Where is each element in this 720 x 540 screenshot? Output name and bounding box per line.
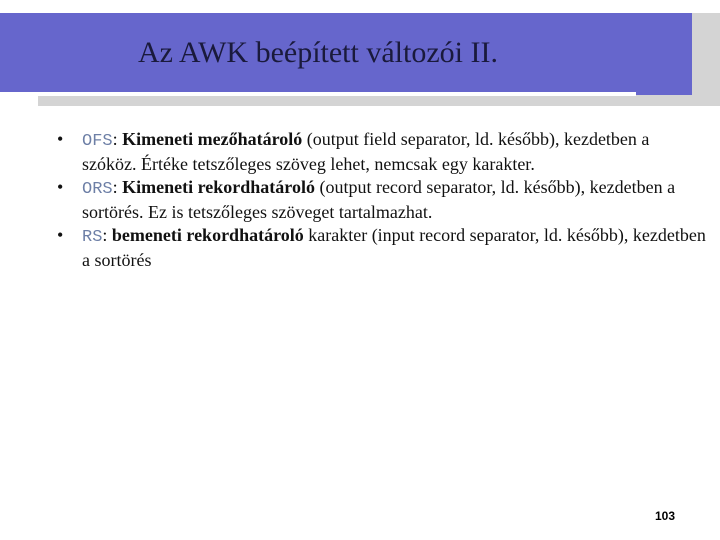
- page-number: 103: [655, 509, 676, 523]
- term: bemeneti rekordhatároló: [111, 225, 304, 245]
- bullet-dot-icon: •: [57, 129, 64, 149]
- bullet-item-ors: [57, 176, 707, 224]
- header-rule: [0, 92, 636, 96]
- bullet-item-ofs: [57, 128, 707, 176]
- description: karakter (input record separator, ld. később), kezdetben a sortörés: [82, 225, 706, 270]
- description: (output field separator, ld. később), kezdetben a szóköz. Értéke tetszőleges szöveg lehet, nemcsak egy karakter.: [82, 129, 650, 174]
- bullet-list: [57, 128, 707, 272]
- variable-name: ORS: [82, 180, 113, 199]
- bullet-dot-icon: •: [57, 177, 64, 197]
- slide-title: Az AWK beépített változói II.: [138, 36, 498, 69]
- bullet-dot-icon: •: [57, 225, 64, 245]
- description: (output record separator, ld. később), kezdetben a sortörés. Ez is tetszőleges szöveget tartalmazhat.: [82, 177, 676, 222]
- term: Kimeneti mezőhatároló: [122, 129, 303, 149]
- separator: :: [112, 177, 123, 197]
- separator: :: [112, 129, 123, 149]
- separator: :: [102, 225, 112, 245]
- variable-name: OFS: [82, 132, 113, 151]
- variable-name: RS: [82, 228, 103, 247]
- term: Kimeneti rekordhatároló: [122, 177, 315, 197]
- bullet-item-rs: [57, 224, 707, 272]
